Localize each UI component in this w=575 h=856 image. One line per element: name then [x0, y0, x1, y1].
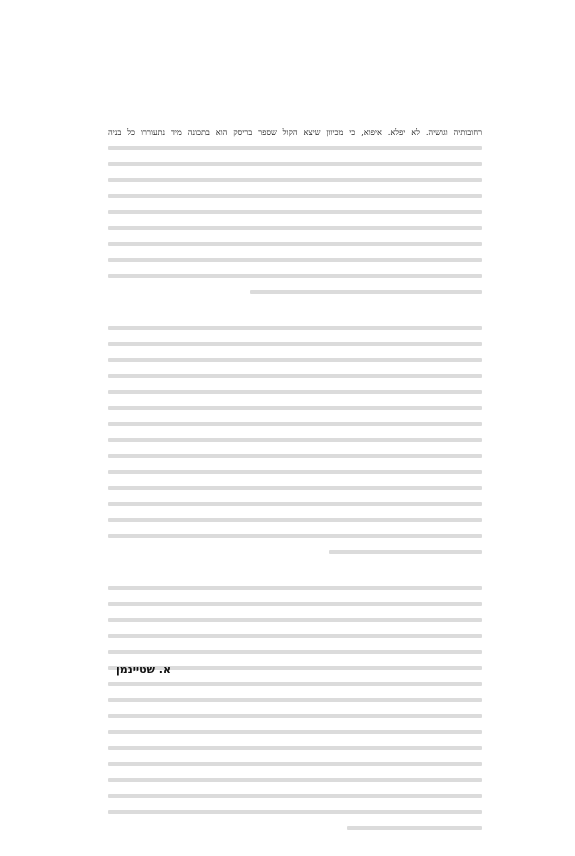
- text-line: [108, 236, 482, 252]
- text-line: [108, 384, 482, 400]
- text-line: [108, 644, 482, 660]
- author-signature: א. שטיינמן: [115, 663, 171, 676]
- text-placeholder: [108, 698, 482, 702]
- text-placeholder: [329, 550, 482, 554]
- text-placeholder: [108, 778, 482, 782]
- text-line: [108, 772, 482, 788]
- text-placeholder: [108, 810, 482, 814]
- text-placeholder: [108, 374, 482, 378]
- text-line: [108, 368, 482, 384]
- text-placeholder: [108, 274, 482, 278]
- text-placeholder: [108, 146, 482, 150]
- text-line: [108, 336, 482, 352]
- text-placeholder: [108, 486, 482, 490]
- text-line: [108, 628, 482, 644]
- text-line: [108, 352, 482, 368]
- text-line: [108, 188, 482, 204]
- text-line: [108, 496, 482, 512]
- text-line: [108, 268, 482, 284]
- text-placeholder: [108, 358, 482, 362]
- text-line: [108, 676, 482, 692]
- document-body: [108, 124, 482, 856]
- text-placeholder: [108, 794, 482, 798]
- text-line: [108, 448, 482, 464]
- text-line: [108, 432, 482, 448]
- text-line: [108, 124, 482, 140]
- text-placeholder: [108, 178, 482, 182]
- line-text: רחובותיה וגושיה. לא יפלא. איפוא, כי מכיוון שיצא הקול שספר בריסק הוא בתכונה מיד נתעוררו כל בניה: [108, 127, 482, 137]
- text-line: [108, 788, 482, 804]
- text-placeholder: [108, 682, 482, 686]
- text-placeholder: [108, 242, 482, 246]
- text-line: [108, 220, 482, 236]
- paragraph-2: [108, 320, 482, 560]
- text-placeholder: [108, 470, 482, 474]
- text-placeholder: [108, 210, 482, 214]
- text-line: [108, 480, 482, 496]
- text-placeholder: [108, 162, 482, 166]
- text-placeholder: [108, 406, 482, 410]
- text-line: [108, 804, 482, 820]
- text-line: [108, 416, 482, 432]
- text-placeholder: [108, 618, 482, 622]
- text-line: [108, 740, 482, 756]
- text-placeholder: [108, 326, 482, 330]
- text-placeholder: [108, 586, 482, 590]
- text-line: [108, 156, 482, 172]
- text-line: [108, 284, 482, 300]
- text-placeholder: [108, 730, 482, 734]
- text-line: [108, 544, 482, 560]
- text-placeholder: [108, 342, 482, 346]
- text-placeholder: [108, 518, 482, 522]
- text-placeholder: [108, 390, 482, 394]
- text-placeholder: [108, 502, 482, 506]
- text-placeholder: [108, 258, 482, 262]
- text-line: [108, 708, 482, 724]
- text-placeholder: [108, 226, 482, 230]
- text-placeholder: [347, 826, 482, 830]
- text-placeholder: [250, 290, 482, 294]
- text-line: [108, 596, 482, 612]
- text-line: [108, 320, 482, 336]
- text-line: [108, 724, 482, 740]
- text-placeholder: [108, 422, 482, 426]
- text-placeholder: [108, 746, 482, 750]
- text-line: [108, 756, 482, 772]
- paragraph-3: [108, 580, 482, 836]
- text-line: [108, 140, 482, 156]
- text-placeholder: [108, 762, 482, 766]
- text-line: [108, 252, 482, 268]
- text-line: [108, 580, 482, 596]
- text-placeholder: [108, 634, 482, 638]
- text-line: [108, 512, 482, 528]
- text-line: [108, 612, 482, 628]
- text-placeholder: [108, 194, 482, 198]
- text-placeholder: [108, 438, 482, 442]
- text-line: [108, 172, 482, 188]
- text-placeholder: [108, 454, 482, 458]
- text-line: [108, 528, 482, 544]
- text-line: [108, 464, 482, 480]
- text-line: [108, 400, 482, 416]
- text-line: [108, 820, 482, 836]
- text-placeholder: [108, 602, 482, 606]
- text-placeholder: [108, 714, 482, 718]
- text-line: [108, 204, 482, 220]
- paragraph-1: [108, 124, 482, 300]
- text-line: [108, 692, 482, 708]
- text-placeholder: [108, 534, 482, 538]
- text-placeholder: [108, 650, 482, 654]
